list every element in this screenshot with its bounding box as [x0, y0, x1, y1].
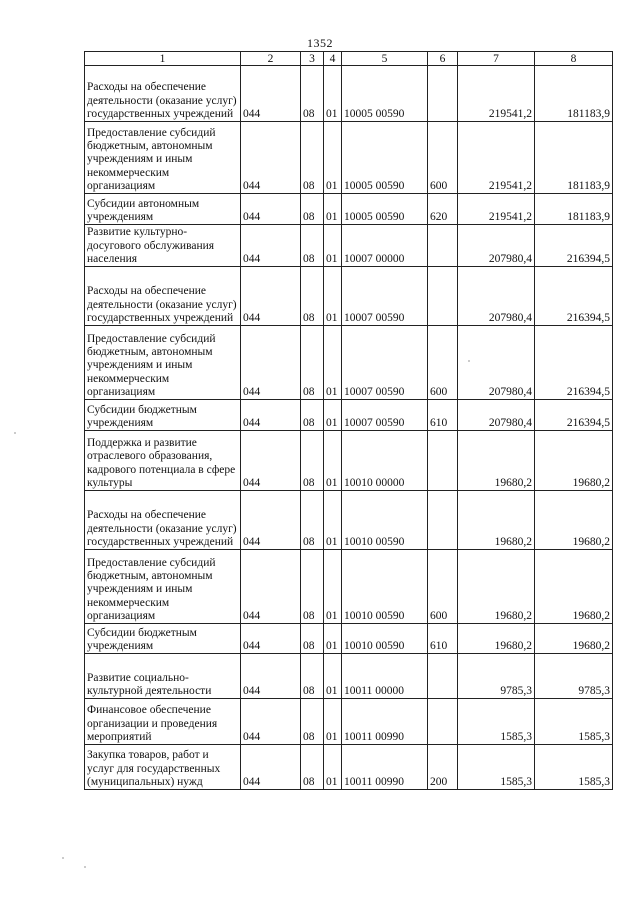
amount-year-2: 19680,2: [535, 550, 613, 624]
col-header: 5: [342, 52, 428, 66]
expense-type-code: 600: [428, 122, 458, 194]
target-article-code: 10007 00000: [342, 225, 428, 267]
section-code: 08: [301, 624, 324, 654]
table-row: [85, 431, 613, 491]
amount-year-1: 19680,2: [458, 550, 535, 624]
section-code: 08: [301, 267, 324, 326]
table-row: [85, 699, 613, 745]
expense-type-code: [428, 431, 458, 491]
table-row: [85, 745, 613, 790]
amount-year-2: 1585,3: [535, 699, 613, 745]
expense-type-code: 600: [428, 550, 458, 624]
subsection-code: 01: [324, 267, 342, 326]
budget-table: [84, 51, 613, 790]
target-article-code: 10005 00590: [342, 194, 428, 225]
section-code: 08: [301, 400, 324, 431]
ministry-code: 044: [241, 194, 301, 225]
amount-year-2: 181183,9: [535, 66, 613, 122]
col-header: 8: [535, 52, 613, 66]
col-header: 2: [241, 52, 301, 66]
amount-year-1: 19680,2: [458, 431, 535, 491]
ministry-code: 044: [241, 66, 301, 122]
scan-speck: [84, 866, 86, 868]
expense-type-code: [428, 654, 458, 699]
ministry-code: 044: [241, 624, 301, 654]
scan-speck: [468, 360, 470, 362]
target-article-code: 10007 00590: [342, 267, 428, 326]
row-name: Субсидии бюджетным учреждениям: [85, 400, 241, 431]
subsection-code: 01: [324, 66, 342, 122]
amount-year-2: 181183,9: [535, 122, 613, 194]
amount-year-1: 219541,2: [458, 194, 535, 225]
table-row: [85, 267, 613, 326]
subsection-code: 01: [324, 654, 342, 699]
amount-year-1: 219541,2: [458, 66, 535, 122]
expense-type-code: [428, 66, 458, 122]
table-row: [85, 654, 613, 699]
subsection-code: 01: [324, 699, 342, 745]
target-article-code: 10010 00590: [342, 624, 428, 654]
row-name: Субсидии бюджетным учреждениям: [85, 624, 241, 654]
target-article-code: 10007 00590: [342, 326, 428, 400]
section-code: 08: [301, 225, 324, 267]
target-article-code: 10007 00590: [342, 400, 428, 431]
amount-year-1: 1585,3: [458, 699, 535, 745]
expense-type-code: [428, 699, 458, 745]
row-name: Развитие культурно-досугового обслуживания населения: [85, 225, 241, 267]
table-row: [85, 326, 613, 400]
subsection-code: 01: [324, 550, 342, 624]
ministry-code: 044: [241, 550, 301, 624]
ministry-code: 044: [241, 431, 301, 491]
row-name: Расходы на обеспечение деятельности (оказание услуг) государственных учреждений: [85, 491, 241, 550]
section-code: 08: [301, 194, 324, 225]
row-name: Предоставление субсидий бюджетным, автономным учреждениям и иным некоммерческим организациям: [85, 550, 241, 624]
amount-year-2: 1585,3: [535, 745, 613, 790]
subsection-code: 01: [324, 326, 342, 400]
ministry-code: 044: [241, 654, 301, 699]
subsection-code: 01: [324, 431, 342, 491]
section-code: 08: [301, 326, 324, 400]
col-header: 1: [85, 52, 241, 66]
ministry-code: 044: [241, 225, 301, 267]
amount-year-2: 19680,2: [535, 431, 613, 491]
section-code: 08: [301, 654, 324, 699]
ministry-code: 044: [241, 326, 301, 400]
header-row: [85, 52, 613, 66]
row-name: Расходы на обеспечение деятельности (оказание услуг) государственных учреждений: [85, 66, 241, 122]
amount-year-1: 207980,4: [458, 400, 535, 431]
ministry-code: 044: [241, 267, 301, 326]
target-article-code: 10010 00000: [342, 431, 428, 491]
target-article-code: 10010 00590: [342, 491, 428, 550]
subsection-code: 01: [324, 400, 342, 431]
expense-type-code: [428, 267, 458, 326]
row-name: Субсидии автономным учреждениям: [85, 194, 241, 225]
expense-type-code: 610: [428, 400, 458, 431]
amount-year-2: 19680,2: [535, 491, 613, 550]
table-row: [85, 66, 613, 122]
amount-year-1: 1585,3: [458, 745, 535, 790]
target-article-code: 10010 00590: [342, 550, 428, 624]
amount-year-2: 216394,5: [535, 267, 613, 326]
subsection-code: 01: [324, 122, 342, 194]
amount-year-1: 19680,2: [458, 491, 535, 550]
table-row: [85, 225, 613, 267]
table-row: [85, 194, 613, 225]
table-row: [85, 122, 613, 194]
expense-type-code: [428, 491, 458, 550]
subsection-code: 01: [324, 491, 342, 550]
section-code: 08: [301, 745, 324, 790]
table-row: [85, 491, 613, 550]
table-row: [85, 400, 613, 431]
target-article-code: 10011 00990: [342, 699, 428, 745]
subsection-code: 01: [324, 194, 342, 225]
row-name: Развитие социально-культурной деятельности: [85, 654, 241, 699]
amount-year-1: 207980,4: [458, 326, 535, 400]
page-number: 1352: [307, 36, 333, 50]
subsection-code: 01: [324, 624, 342, 654]
ministry-code: 044: [241, 699, 301, 745]
scan-speck: [14, 432, 16, 434]
amount-year-2: 216394,5: [535, 225, 613, 267]
row-name: Финансовое обеспечение организации и проведения мероприятий: [85, 699, 241, 745]
target-article-code: 10005 00590: [342, 122, 428, 194]
section-code: 08: [301, 66, 324, 122]
amount-year-2: 181183,9: [535, 194, 613, 225]
target-article-code: 10011 00000: [342, 654, 428, 699]
target-article-code: 10011 00990: [342, 745, 428, 790]
row-name: Поддержка и развитие отраслевого образования, кадрового потенциала в сфере культуры: [85, 431, 241, 491]
amount-year-2: 9785,3: [535, 654, 613, 699]
section-code: 08: [301, 122, 324, 194]
amount-year-1: 219541,2: [458, 122, 535, 194]
amount-year-1: 19680,2: [458, 624, 535, 654]
amount-year-2: 216394,5: [535, 400, 613, 431]
row-name: Расходы на обеспечение деятельности (оказание услуг) государственных учреждений: [85, 267, 241, 326]
ministry-code: 044: [241, 745, 301, 790]
expense-type-code: 610: [428, 624, 458, 654]
section-code: 08: [301, 431, 324, 491]
expense-type-code: 620: [428, 194, 458, 225]
expense-type-code: 200: [428, 745, 458, 790]
target-article-code: 10005 00590: [342, 66, 428, 122]
section-code: 08: [301, 491, 324, 550]
amount-year-2: 19680,2: [535, 624, 613, 654]
col-header: 6: [428, 52, 458, 66]
scan-speck: [62, 857, 64, 859]
subsection-code: 01: [324, 745, 342, 790]
ministry-code: 044: [241, 400, 301, 431]
row-name: Предоставление субсидий бюджетным, автономным учреждениям и иным некоммерческим организациям: [85, 122, 241, 194]
amount-year-1: 207980,4: [458, 225, 535, 267]
amount-year-1: 9785,3: [458, 654, 535, 699]
amount-year-1: 207980,4: [458, 267, 535, 326]
section-code: 08: [301, 699, 324, 745]
col-header: 4: [324, 52, 342, 66]
row-name: Закупка товаров, работ и услуг для государственных (муниципальных) нужд: [85, 745, 241, 790]
row-name: Предоставление субсидий бюджетным, автономным учреждениям и иным некоммерческим организациям: [85, 326, 241, 400]
table-row: [85, 624, 613, 654]
section-code: 08: [301, 550, 324, 624]
expense-type-code: 600: [428, 326, 458, 400]
col-header: 7: [458, 52, 535, 66]
table-row: [85, 550, 613, 624]
col-header: 3: [301, 52, 324, 66]
amount-year-2: 216394,5: [535, 326, 613, 400]
expense-type-code: [428, 225, 458, 267]
subsection-code: 01: [324, 225, 342, 267]
ministry-code: 044: [241, 491, 301, 550]
ministry-code: 044: [241, 122, 301, 194]
